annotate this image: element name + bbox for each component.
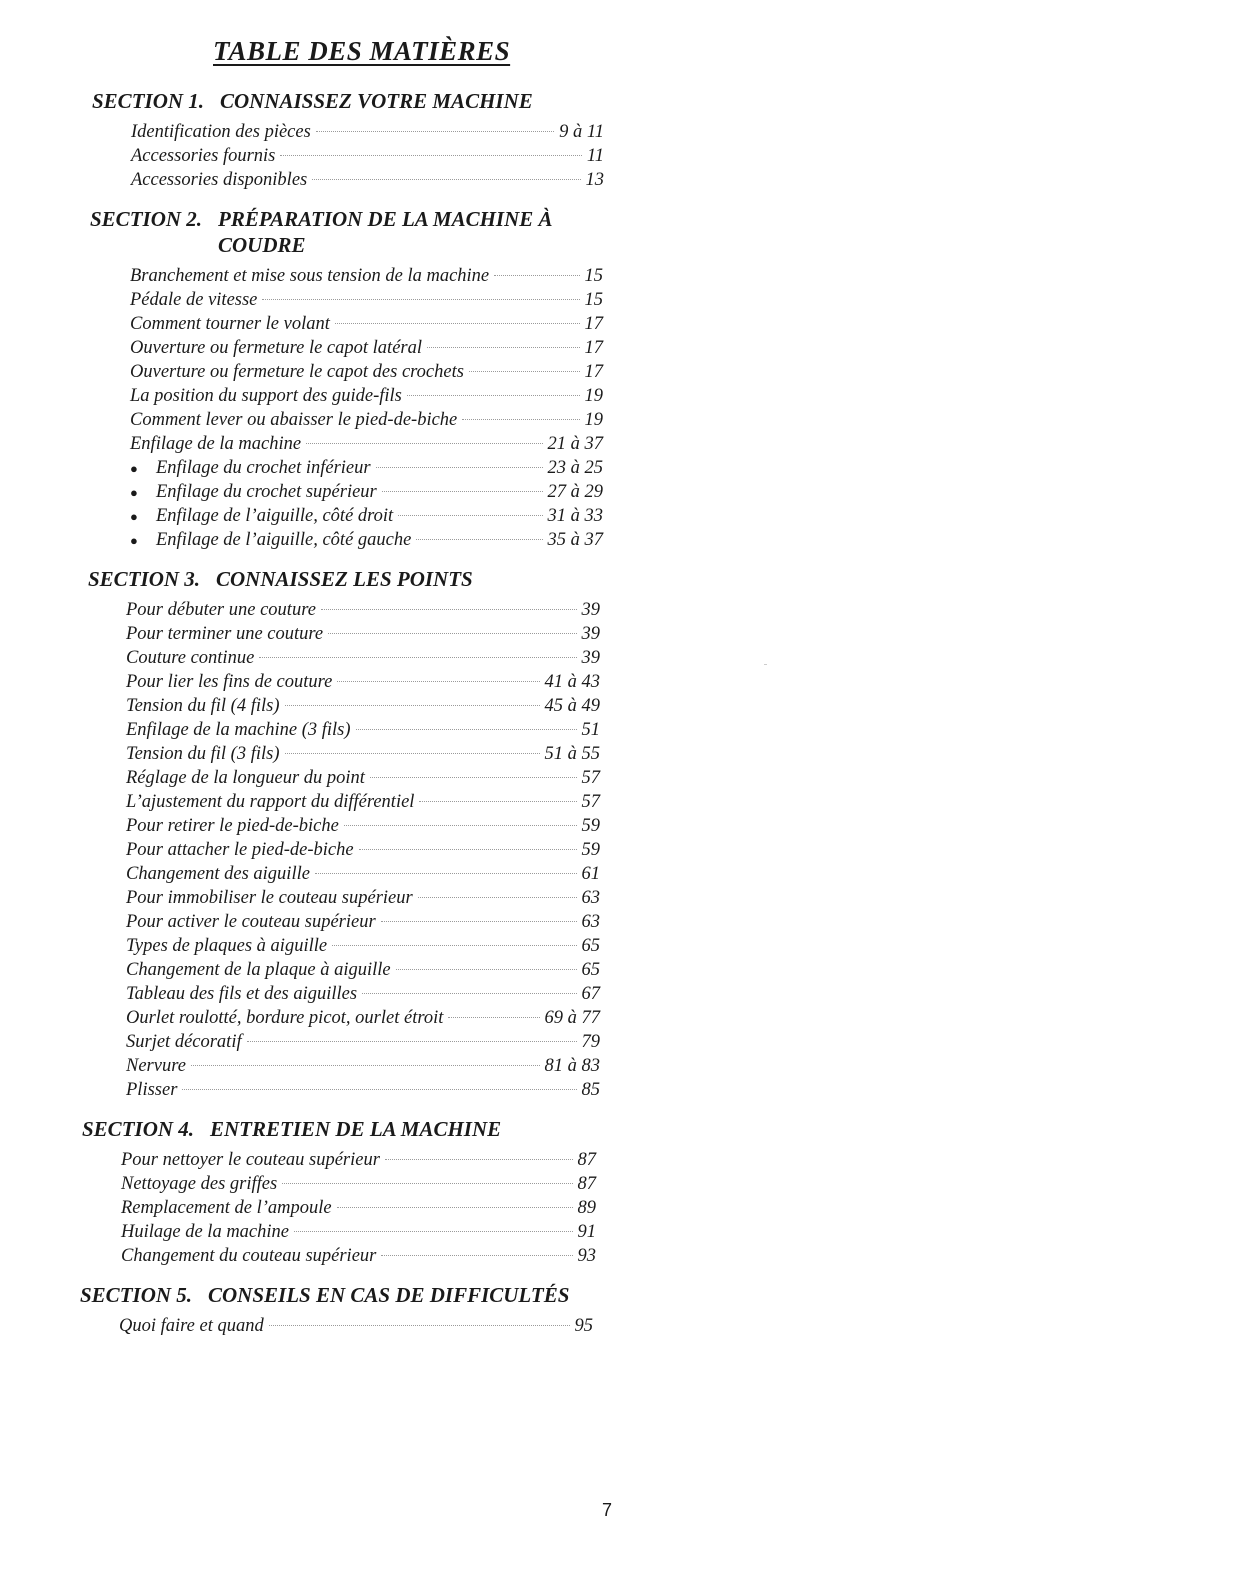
- dot-leader: [385, 1159, 573, 1160]
- entry-page: 67: [581, 984, 600, 1004]
- toc-entry: [0, 1148, 596, 1172]
- entry-title: L’ajustement du rapport du différentiel: [126, 792, 415, 812]
- dot-leader: [376, 467, 543, 468]
- toc-entry: [0, 432, 603, 456]
- dot-leader: [398, 515, 542, 516]
- toc-entry: [0, 288, 603, 312]
- dot-leader: [344, 825, 577, 826]
- entry-page: 45 à 49: [544, 696, 600, 716]
- entry-title: Enfilage de la machine: [130, 434, 302, 454]
- dot-leader: [321, 609, 577, 610]
- toc-entry: [0, 528, 603, 552]
- toc-entry: [0, 1054, 600, 1078]
- entry-page: 11: [586, 146, 604, 166]
- section-entries: [0, 1314, 1244, 1338]
- bullet-icon: ●: [130, 533, 138, 548]
- entry-title: Branchement et mise sous tension de la machine: [130, 266, 490, 286]
- dot-leader: [316, 131, 554, 132]
- dot-leader: [328, 633, 576, 634]
- entry-page: 57: [581, 768, 600, 788]
- dot-leader: [247, 1041, 577, 1042]
- entry-page: 17: [584, 338, 603, 358]
- toc-entry: [0, 742, 600, 766]
- toc-entry: [0, 1196, 596, 1220]
- entry-page: 31 à 33: [547, 506, 603, 526]
- section-entries: [0, 264, 1244, 552]
- section-title: CONNAISSEZ VOTRE MACHINE: [220, 89, 533, 113]
- entry-page: 23 à 25: [547, 458, 603, 478]
- scan-speck: [764, 664, 767, 665]
- entry-page: 65: [581, 936, 600, 956]
- section-entries: [0, 120, 1244, 192]
- dot-leader: [306, 443, 542, 444]
- entry-page: 91: [577, 1222, 596, 1242]
- entry-title: Ouverture ou fermeture le capot latéral: [130, 338, 422, 358]
- dot-leader: [419, 801, 576, 802]
- toc-entry: [0, 766, 600, 790]
- section-title: CONSEILS EN CAS DE DIFFICULTÉS: [208, 1283, 570, 1307]
- entry-title: Comment tourner le volant: [130, 314, 330, 334]
- section-number: SECTION 1.: [92, 89, 205, 113]
- entry-page: 79: [581, 1032, 600, 1052]
- toc-entry: [0, 360, 603, 384]
- entry-title: Enfilage du crochet inférieur: [156, 458, 371, 478]
- toc-entry: [0, 814, 600, 838]
- entry-page: 9 à 11: [559, 122, 604, 142]
- entry-page: 85: [581, 1080, 600, 1100]
- entry-title: Accessories fournis: [131, 146, 276, 166]
- section-title: ENTRETIEN DE LA MACHINE: [210, 1117, 502, 1141]
- entry-page: 87: [577, 1150, 596, 1170]
- toc-entry: [0, 408, 603, 432]
- toc-entry: [0, 670, 600, 694]
- toc-entry: [0, 622, 600, 646]
- toc-entry: [0, 1314, 593, 1338]
- toc-entry: [0, 1006, 600, 1030]
- section-heading: [0, 206, 1244, 258]
- dot-leader: [332, 945, 576, 946]
- dot-leader: [462, 419, 579, 420]
- toc-entry: [0, 1030, 600, 1054]
- toc-entry: [0, 1078, 600, 1102]
- toc-entry: [0, 1172, 596, 1196]
- dot-leader: [315, 873, 577, 874]
- dot-leader: [282, 1183, 572, 1184]
- entry-page: 21 à 37: [547, 434, 603, 454]
- dot-leader: [362, 993, 576, 994]
- entry-page: 63: [581, 888, 600, 908]
- section-heading: [0, 566, 1244, 592]
- dot-leader: [337, 681, 539, 682]
- toc-section: [0, 1282, 1244, 1338]
- entry-title: Changement des aiguille: [126, 864, 310, 884]
- toc-entry: [0, 886, 600, 910]
- toc-entry: [0, 862, 600, 886]
- section-number: SECTION 4.: [82, 1117, 195, 1141]
- entry-page: 27 à 29: [547, 482, 603, 502]
- entry-page: 19: [584, 410, 603, 430]
- entry-page: 15: [584, 290, 603, 310]
- bullet-icon: ●: [130, 485, 138, 500]
- entry-title: Enfilage du crochet supérieur: [156, 482, 377, 502]
- section-heading: [0, 1282, 1244, 1308]
- entry-page: 41 à 43: [544, 672, 600, 692]
- entry-title: Pour activer le couteau supérieur: [126, 912, 376, 932]
- entry-title: Pour nettoyer le couteau supérieur: [121, 1150, 380, 1170]
- toc-entry: [0, 1244, 596, 1268]
- section-number: SECTION 5.: [80, 1283, 193, 1307]
- entry-title: Pour retirer le pied-de-biche: [126, 816, 339, 836]
- toc-section: [0, 88, 1244, 192]
- dot-leader: [407, 395, 580, 396]
- entry-title: Quoi faire et quand: [119, 1316, 264, 1336]
- dot-leader: [469, 371, 580, 372]
- entry-title: Identification des pièces: [131, 122, 311, 142]
- section-title: CONNAISSEZ LES POINTS: [216, 567, 473, 591]
- entry-title: Tableau des fils et des aiguilles: [126, 984, 358, 1004]
- entry-page: 81 à 83: [544, 1056, 600, 1076]
- dot-leader: [381, 921, 577, 922]
- entry-title: Pour débuter une couture: [126, 600, 316, 620]
- entry-page: 69 à 77: [544, 1008, 600, 1028]
- entry-page: 15: [584, 266, 603, 286]
- section-number: SECTION 2.: [90, 207, 203, 231]
- dot-leader: [359, 849, 577, 850]
- dot-leader: [494, 275, 579, 276]
- section-title: PRÉPARATION DE LA MACHINE À COUDRE: [218, 207, 553, 257]
- toc-entry: [0, 144, 604, 168]
- dot-leader: [335, 323, 580, 324]
- toc-entry: [0, 646, 600, 670]
- entry-page: 39: [581, 624, 600, 644]
- toc-entry: [0, 264, 603, 288]
- entry-title: Tension du fil (3 fils): [126, 744, 280, 764]
- entry-page: 59: [581, 816, 600, 836]
- dot-leader: [312, 179, 580, 180]
- toc-entry: [0, 790, 600, 814]
- entry-title: Nettoyage des griffes: [121, 1174, 278, 1194]
- toc-entry: [0, 934, 600, 958]
- toc-entry: [0, 456, 603, 480]
- dot-leader: [382, 491, 543, 492]
- dot-leader: [259, 657, 576, 658]
- dot-leader: [418, 897, 577, 898]
- entry-title: Enfilage de l’aiguille, côté gauche: [156, 530, 412, 550]
- section-heading: [0, 88, 1244, 114]
- entry-title: Ourlet roulotté, bordure picot, ourlet étroit: [126, 1008, 444, 1028]
- toc-entry: [0, 312, 603, 336]
- entry-page: 59: [581, 840, 600, 860]
- entry-page: 39: [581, 648, 600, 668]
- entry-page: 89: [577, 1198, 596, 1218]
- entry-page: 65: [581, 960, 600, 980]
- dot-leader: [182, 1089, 576, 1090]
- entry-title: Types de plaques à aiguille: [126, 936, 328, 956]
- entry-title: Changement de la plaque à aiguille: [126, 960, 391, 980]
- entry-title: Comment lever ou abaisser le pied-de-biche: [130, 410, 458, 430]
- entry-page: 61: [581, 864, 600, 884]
- dot-leader: [285, 753, 540, 754]
- bullet-icon: ●: [130, 461, 138, 476]
- entry-title: Remplacement de l’ampoule: [121, 1198, 332, 1218]
- section-entries: [0, 598, 1244, 1102]
- entry-page: 57: [581, 792, 600, 812]
- entry-title: Ouverture ou fermeture le capot des crochets: [130, 362, 464, 382]
- entry-title: Enfilage de l’aiguille, côté droit: [156, 506, 394, 526]
- toc-entry: [0, 120, 604, 144]
- entry-title: Accessories disponibles: [131, 170, 308, 190]
- toc-entry: [0, 958, 600, 982]
- toc-section: [0, 566, 1244, 1102]
- entry-title: Nervure: [126, 1056, 186, 1076]
- entry-title: Couture continue: [126, 648, 255, 668]
- table-of-contents: [0, 88, 1244, 1352]
- toc-entry: [0, 910, 600, 934]
- dot-leader: [337, 1207, 573, 1208]
- toc-entry: [0, 1220, 596, 1244]
- entry-title: La position du support des guide-fils: [130, 386, 402, 406]
- entry-page: 87: [577, 1174, 596, 1194]
- bullet-icon: ●: [130, 509, 138, 524]
- page-title: TABLE DES MATIÈRES: [213, 36, 511, 66]
- entry-title: Pour immobiliser le couteau supérieur: [126, 888, 413, 908]
- dot-leader: [381, 1255, 572, 1256]
- toc-section: [0, 1116, 1244, 1268]
- entry-title: Changement du couteau supérieur: [121, 1246, 377, 1266]
- toc-entry: [0, 718, 600, 742]
- section-entries: [0, 1148, 1244, 1268]
- entry-title: Pour lier les fins de couture: [126, 672, 333, 692]
- entry-title: Pour terminer une couture: [126, 624, 324, 644]
- toc-entry: [0, 838, 600, 862]
- entry-title: Plisser: [126, 1080, 178, 1100]
- toc-entry: [0, 982, 600, 1006]
- entry-title: Réglage de la longueur du point: [126, 768, 365, 788]
- entry-title: Huilage de la machine: [121, 1222, 289, 1242]
- section-number: SECTION 3.: [88, 567, 201, 591]
- dot-leader: [191, 1065, 540, 1066]
- toc-entry: [0, 168, 604, 192]
- section-heading: [0, 1116, 1244, 1142]
- entry-page: 13: [585, 170, 604, 190]
- entry-page: 39: [581, 600, 600, 620]
- toc-entry: [0, 480, 603, 504]
- entry-page: 17: [584, 314, 603, 334]
- dot-leader: [448, 1017, 539, 1018]
- dot-leader: [356, 729, 577, 730]
- entry-title: Surjet décoratif: [126, 1032, 242, 1052]
- entry-title: Tension du fil (4 fils): [126, 696, 280, 716]
- toc-entry: [0, 336, 603, 360]
- toc-section: [0, 206, 1244, 552]
- dot-leader: [416, 539, 542, 540]
- entry-page: 19: [584, 386, 603, 406]
- page-number: 7: [602, 1500, 613, 1520]
- entry-page: 51: [581, 720, 600, 740]
- dot-leader: [280, 155, 581, 156]
- toc-entry: [0, 384, 603, 408]
- dot-leader: [294, 1231, 573, 1232]
- entry-title: Pédale de vitesse: [130, 290, 258, 310]
- dot-leader: [285, 705, 540, 706]
- toc-entry: [0, 694, 600, 718]
- entry-title: Enfilage de la machine (3 fils): [126, 720, 351, 740]
- entry-page: 93: [577, 1246, 596, 1266]
- toc-entry: [0, 598, 600, 622]
- dot-leader: [427, 347, 580, 348]
- entry-title: Pour attacher le pied-de-biche: [126, 840, 354, 860]
- entry-page: 95: [574, 1316, 593, 1336]
- entry-page: 17: [584, 362, 603, 382]
- toc-entry: [0, 504, 603, 528]
- entry-page: 51 à 55: [544, 744, 600, 764]
- entry-page: 63: [581, 912, 600, 932]
- dot-leader: [269, 1325, 570, 1326]
- dot-leader: [262, 299, 579, 300]
- entry-page: 35 à 37: [547, 530, 603, 550]
- dot-leader: [370, 777, 577, 778]
- dot-leader: [396, 969, 577, 970]
